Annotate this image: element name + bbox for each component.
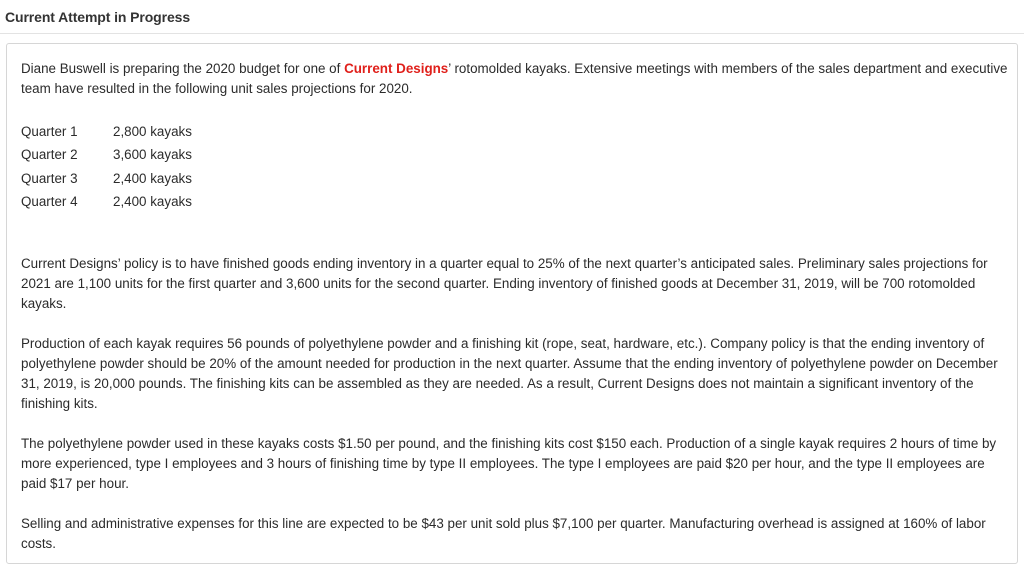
quarter-label: Quarter 4 bbox=[21, 194, 78, 210]
attempt-header bbox=[0, 0, 1024, 34]
table-row bbox=[21, 191, 192, 215]
table-row bbox=[21, 120, 192, 144]
quarter-units: 2,800 kayaks bbox=[113, 123, 192, 139]
question-content bbox=[21, 59, 1011, 554]
inventory-policy-paragraph: Current Designs’ policy is to have finished goods ending inventory in a quarter equal to 25% of the next quarter’s anticipated sales. Preliminary sales projections for 2021 are 1,100 units for the first quarter and 3,600 units for the second quarter. Ending inventory of finished goods at December 31, 2019, will be 700 rotomolded kayaks. bbox=[21, 256, 988, 311]
intro-paragraph bbox=[21, 59, 1011, 99]
intro-text-end: ’ rotomolded kayaks. Extensive meetings with members of the sales department and executive team have resulted in the following unit sales projections for 2020. bbox=[21, 61, 1008, 96]
header-title: Current Attempt in Progress bbox=[5, 9, 191, 25]
sales-projection-table bbox=[21, 120, 192, 214]
quarter-units: 3,600 kayaks bbox=[113, 147, 192, 163]
costs-paragraph: The polyethylene powder used in these kayaks costs $1.50 per pound, and the finishing kits cost $150 each. Production of a single kayak requires 2 hours of time by more experienced, type I employees and 3 hours of finishing time by type II employees. The type I employees are paid $20 per hour, and the type II employees are paid $17 per hour. bbox=[21, 436, 997, 491]
quarter-units: 2,400 kayaks bbox=[113, 194, 192, 210]
selling-expenses-paragraph: Selling and administrative expenses for this line are expected to be $43 per unit sold plus $7,100 per quarter. Manufacturing overhead is assigned at 160% of labor costs. bbox=[21, 516, 986, 551]
brand-name: Current Designs bbox=[344, 61, 449, 76]
question-panel bbox=[6, 43, 1018, 564]
quarter-label: Quarter 1 bbox=[21, 123, 78, 139]
intro-text-start: Diane Buswell is preparing the 2020 budget for one of bbox=[21, 61, 345, 76]
table-row bbox=[21, 167, 192, 191]
table-row bbox=[21, 144, 192, 168]
quarter-label: Quarter 2 bbox=[21, 147, 78, 163]
quarter-label: Quarter 3 bbox=[21, 170, 78, 186]
quarter-units: 2,400 kayaks bbox=[113, 170, 192, 186]
production-paragraph: Production of each kayak requires 56 pounds of polyethylene powder and a finishing kit (rope, seat, hardware, etc.). Company policy is that the ending inventory of polyethylene powder should be 20% of the amount needed for production in the next quarter. Assume that the ending inventory of polyethylene powder on December 31, 2019, is 20,000 pounds. The finishing kits can be assembled as they are needed. As a result, Current Designs does not maintain a significant inventory of the finishing kits. bbox=[21, 336, 998, 411]
